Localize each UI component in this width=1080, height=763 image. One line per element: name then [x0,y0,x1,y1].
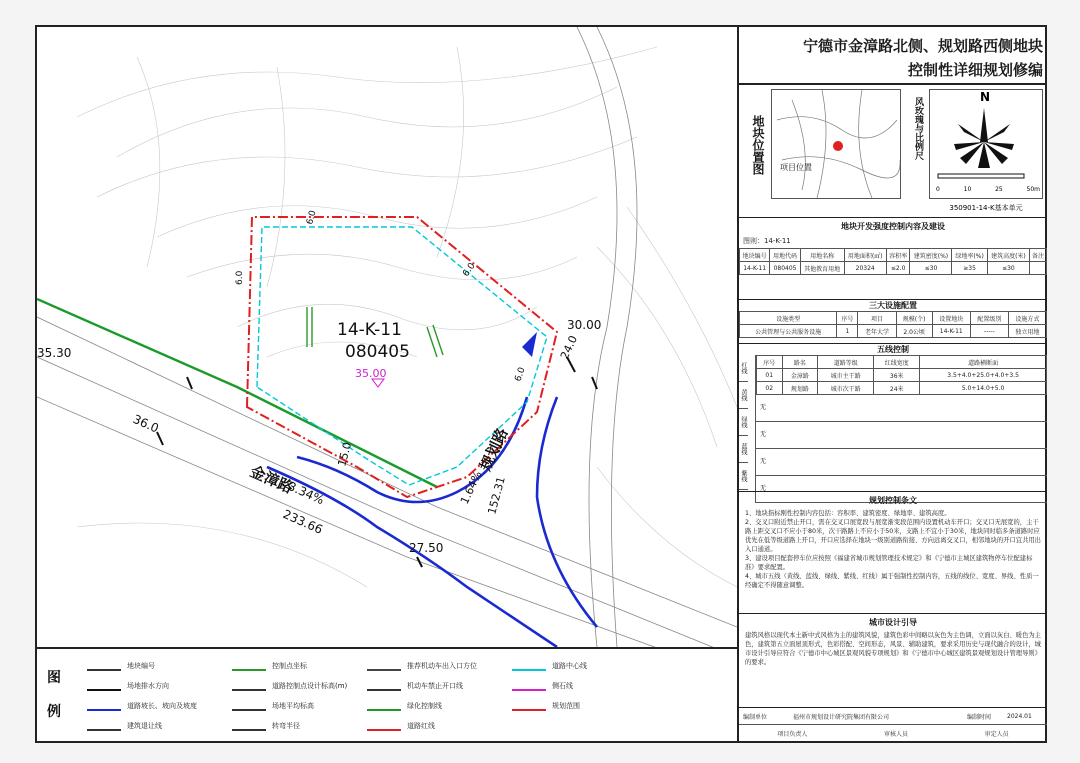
five-lines-value-cell: 规划路 [782,382,818,395]
legend-label: 地块编号 [127,662,155,670]
facilities-header-cell: 设置地块 [932,312,970,325]
control-value-cell [1030,262,1047,275]
footer-company-label: 编制单位 [743,713,768,721]
legend-symbol-icon [87,661,121,671]
map-area [37,27,737,647]
control-table [739,248,1047,275]
five-lines-section [739,343,1047,492]
legend-symbol-icon [512,701,546,711]
legend-symbol-icon [512,661,546,671]
footer-date-label: 编制时间 [967,713,992,721]
five-lines-value-cell: 24米 [874,382,920,395]
north-label: N [980,90,991,104]
legend-item [87,721,162,731]
scale-ticks: 0 10 25 50m [936,186,1040,193]
length-label-1: 233.66 [280,506,325,537]
five-lines-side-label: 紫线 [739,463,748,490]
control-value-cell: ≤2.0 [886,262,910,275]
five-lines-header-cell: 路名 [782,356,818,369]
five-lines-table [756,355,1047,395]
legend-item [87,661,155,671]
title-line-1: 宁德市金漳路北侧、规划路西侧地块 [802,37,1043,55]
facilities-header-cell: 配置级别 [970,312,1008,325]
facilities-title: 三大设施配置 [869,301,917,310]
control-ticks [157,357,597,567]
facilities-header-cell: 规模(个) [896,312,932,325]
plot-label: 图则：14-K-11 [743,237,791,245]
legend-symbol-icon [232,721,266,731]
legend-item [512,681,573,691]
setback-label-3: 6.0 [461,261,478,279]
legend-item [232,701,314,711]
five-lines-value-cell: 城市次干路 [818,382,874,395]
legend-label: 场地平均标高 [272,702,314,710]
five-lines-none: 无 [756,476,1047,503]
control-value-cell: 14-K-11 [740,262,770,275]
plan-sheet [35,25,1047,743]
entrance-marker [522,332,537,357]
design-section [739,613,1047,705]
legend-label: 道路中心线 [552,662,587,670]
legend-item [232,661,307,671]
legend-item [367,681,463,691]
five-lines-none: 无 [756,395,1047,422]
provision-item: 1、地块指标刚性控制内容包括：容积率、建筑密度、绿地率、建筑高度。 [745,510,951,517]
five-lines-title: 五线控制 [877,345,909,354]
footer-review: 审核人员 [883,730,908,738]
legend-symbol-icon [87,701,121,711]
facilities-value-cell: 老年大学 [858,325,896,338]
plot-elevation-label: 35.00 [355,367,387,380]
setback-label-4: 6.0 [513,366,528,384]
five-lines-value-cell: 金漳路 [782,369,818,382]
legend-label: 控制点坐标 [272,662,307,670]
road-name-jinzhang: 金漳路 [247,462,296,497]
legend-item [87,701,197,711]
road-name-planned: 规划路 [476,425,512,474]
legend-symbol-icon [87,721,121,731]
control-value-cell: ≤30 [910,262,952,275]
legend-label: 侧石线 [552,682,573,690]
legend-item [87,681,169,691]
control-value-cell: ≤30 [987,262,1029,275]
elev-label-w1: 35.30 [37,346,72,360]
control-value-cell: 其他教育用地 [800,262,844,275]
legend-item [232,681,347,691]
control-header-cell: 建筑密度(%) [910,249,952,262]
compass-box [929,89,1043,199]
legend-symbol-icon [87,681,121,691]
footer [739,707,1047,743]
legend-label: 道路红线 [407,722,435,730]
five-lines-side-label: 蓝线 [739,436,748,463]
control-header-cell: 容积率 [886,249,910,262]
location-mini-map [772,90,900,198]
location-label: 地块位置图 [751,115,765,175]
elevation-marker [372,379,384,387]
legend-label: 规划范围 [552,702,580,710]
five-lines-value-cell: 5.0+14.0+5.0 [920,382,1047,395]
facilities-header-cell: 序号 [837,312,858,325]
legend-symbol-icon [232,701,266,711]
legend-label: 推荐机动车出入口方位 [407,662,477,670]
plot-code-label: 080405 [345,342,410,362]
facilities-table [739,311,1047,338]
control-header-cell: 用地名称 [800,249,844,262]
legend-label: 机动车禁止开口线 [407,682,463,690]
facilities-value-cell: 独立用地 [1008,325,1046,338]
provision-item: 2、交叉口附近禁止开口，需在交叉口展宽段与展宽渐变段范围内设置机动车开口；交叉口无展宽的，主干路上距交叉口不应小于80米，次干路路上不应小于50米，支路上不宜小于30米，地块同时临多条道路时应优先在低等级道路上开口，开口应选择在地块一级别道路衔接、方向远离交叉口，相邻地块的开口宜共用出入口通道。 [745,519,1041,553]
legend-item [512,701,580,711]
elev-label-e1: 27.50 [409,541,444,555]
legend-symbol-icon [367,681,401,691]
control-value-cell: 080405 [770,262,800,275]
five-lines-value-cell: 36米 [874,369,920,382]
provisions-section [739,491,1047,613]
legend-label: 场地排水方向 [127,682,169,690]
legend-symbol-icon [232,681,266,691]
info-panel [737,27,1047,743]
legend-item [232,721,300,731]
legend-item [367,661,477,671]
footer-company: 福州市规划设计研究院集团有限公司 [793,713,890,721]
facilities-header-cell: 设施类型 [740,312,837,325]
terrain-contours [77,47,737,587]
five-lines-value-cell: 02 [757,382,783,395]
plot-id-label: 14-K-11 [337,320,402,340]
five-lines-header-cell: 道路等级 [818,356,874,369]
legend-symbol-icon [232,661,266,671]
footer-date: 2024.01 [1007,712,1032,720]
width-label-d1: 24.0 [557,333,581,362]
design-title: 城市设计引导 [869,618,917,627]
provisions-text [739,509,1047,590]
control-header-cell: 用地面积(㎡) [844,249,886,262]
slope-label-2: 1.64% [457,469,485,507]
slope-label-1: 3.34% [285,478,327,508]
location-map [771,89,901,199]
legend-item [512,661,587,671]
control-header-cell: 绿地率(%) [952,249,987,262]
five-lines-side-label: 绿线 [739,409,748,436]
title-line-2: 控制性详细规划修编 [907,61,1043,79]
facilities-value-cell: 14-K-11 [932,325,970,338]
legend-item [367,701,442,711]
facilities-value-cell: 2.0公顷 [896,325,932,338]
length-label-2: 152.31 [485,475,508,516]
legend-symbol-icon [512,681,546,691]
setback-label-2: 6.0 [235,270,245,285]
control-header-cell: 用地代码 [770,249,800,262]
five-lines-value-cell: 城市主干路 [818,369,874,382]
provision-item: 3、建设项目配套停车位应按照《福建省城市规划管理技术规定》和《宁德市主城区建筑物停车位配建标准》要求配置。 [745,555,1033,571]
control-header-cell: 地块编号 [740,249,770,262]
planning-map [37,27,737,647]
project-marker-label: 项目位置 [780,163,812,172]
five-lines-none: 无 [756,449,1047,476]
facilities-section [739,299,1047,345]
legend-label: 建筑退让线 [127,722,162,730]
control-section [739,217,1047,289]
footer-lead: 项目负责人 [777,730,808,738]
footer-approve: 审定人员 [984,730,1009,738]
elev-label-e2: 30.00 [567,318,602,332]
control-value-cell: 20324 [844,262,886,275]
five-lines-header-cell: 序号 [757,356,783,369]
facilities-value-cell: 1 [837,325,858,338]
five-lines-none: 无 [756,422,1047,449]
control-value-cell: ≥35 [952,262,987,275]
five-lines-header-cell: 道路横断面 [920,356,1047,369]
five-lines-header-cell: 红线宽度 [874,356,920,369]
legend [37,647,737,743]
legend-symbol-icon [367,721,401,731]
control-title: 地块开发强度控制内容及建设 [841,222,945,231]
legend-item [367,721,435,731]
design-text: 建筑风格以现代本土新中式风格为主的建筑风貌，建筑色彩中间略以灰色为主色调，立面以灰白、暖色为主色，建筑第五立面屋顶形式，色彩搭配、空间形态，风景、辅助建筑，要求采用历史与现代融合的设计，城市设计引导应符合《宁德市中心城区景观风貌专项规划》和《宁德市中心城区建筑景观规划设计管理导则》的要求。 [745,632,1041,666]
control-header-cell: 建筑高度(米) [987,249,1029,262]
legend-symbol-icon [367,661,401,671]
facilities-value-cell: 公共管理与公共服务设施 [740,325,837,338]
five-lines-value-cell: 01 [757,369,783,382]
width-label-w2: 36.0 [130,411,161,436]
legend-symbol-icon [367,701,401,711]
legend-label: 转弯半径 [272,722,300,730]
location-block [739,83,1047,215]
facilities-value-cell: ----- [970,325,1008,338]
compass-label: 风玫瑰与比例尺 [913,97,923,160]
legend-label: 绿化控制线 [407,702,442,710]
five-lines-side-label: 黄线 [739,382,748,409]
width-label-d2: 15.0 [335,440,355,468]
facilities-header-cell: 设施方式 [1008,312,1046,325]
legend-label: 道路控制点设计标高(m) [272,682,348,690]
unit-label: 350901-14-K基本单元 [949,204,1023,212]
setback-label-1: 6.0 [305,209,319,226]
five-lines-side-label: 红线 [739,355,748,382]
legend-label: 道路坡长、坡向及坡度 [127,702,197,710]
provisions-title: 规划控制条文 [869,496,917,505]
control-header-cell: 备注 [1030,249,1047,262]
five-lines-value-cell: 3.5+4.0+25.0+4.0+3.5 [920,369,1047,382]
provision-item: 4、城市五线（黄线、蓝线、绿线、紫线、红线）属于强制性控制内容，五线的线位、宽度、界线、性质一经确定不得随意调整。 [745,573,1039,589]
facilities-header-cell: 项目 [858,312,896,325]
legend-title: 图例 [47,670,61,720]
